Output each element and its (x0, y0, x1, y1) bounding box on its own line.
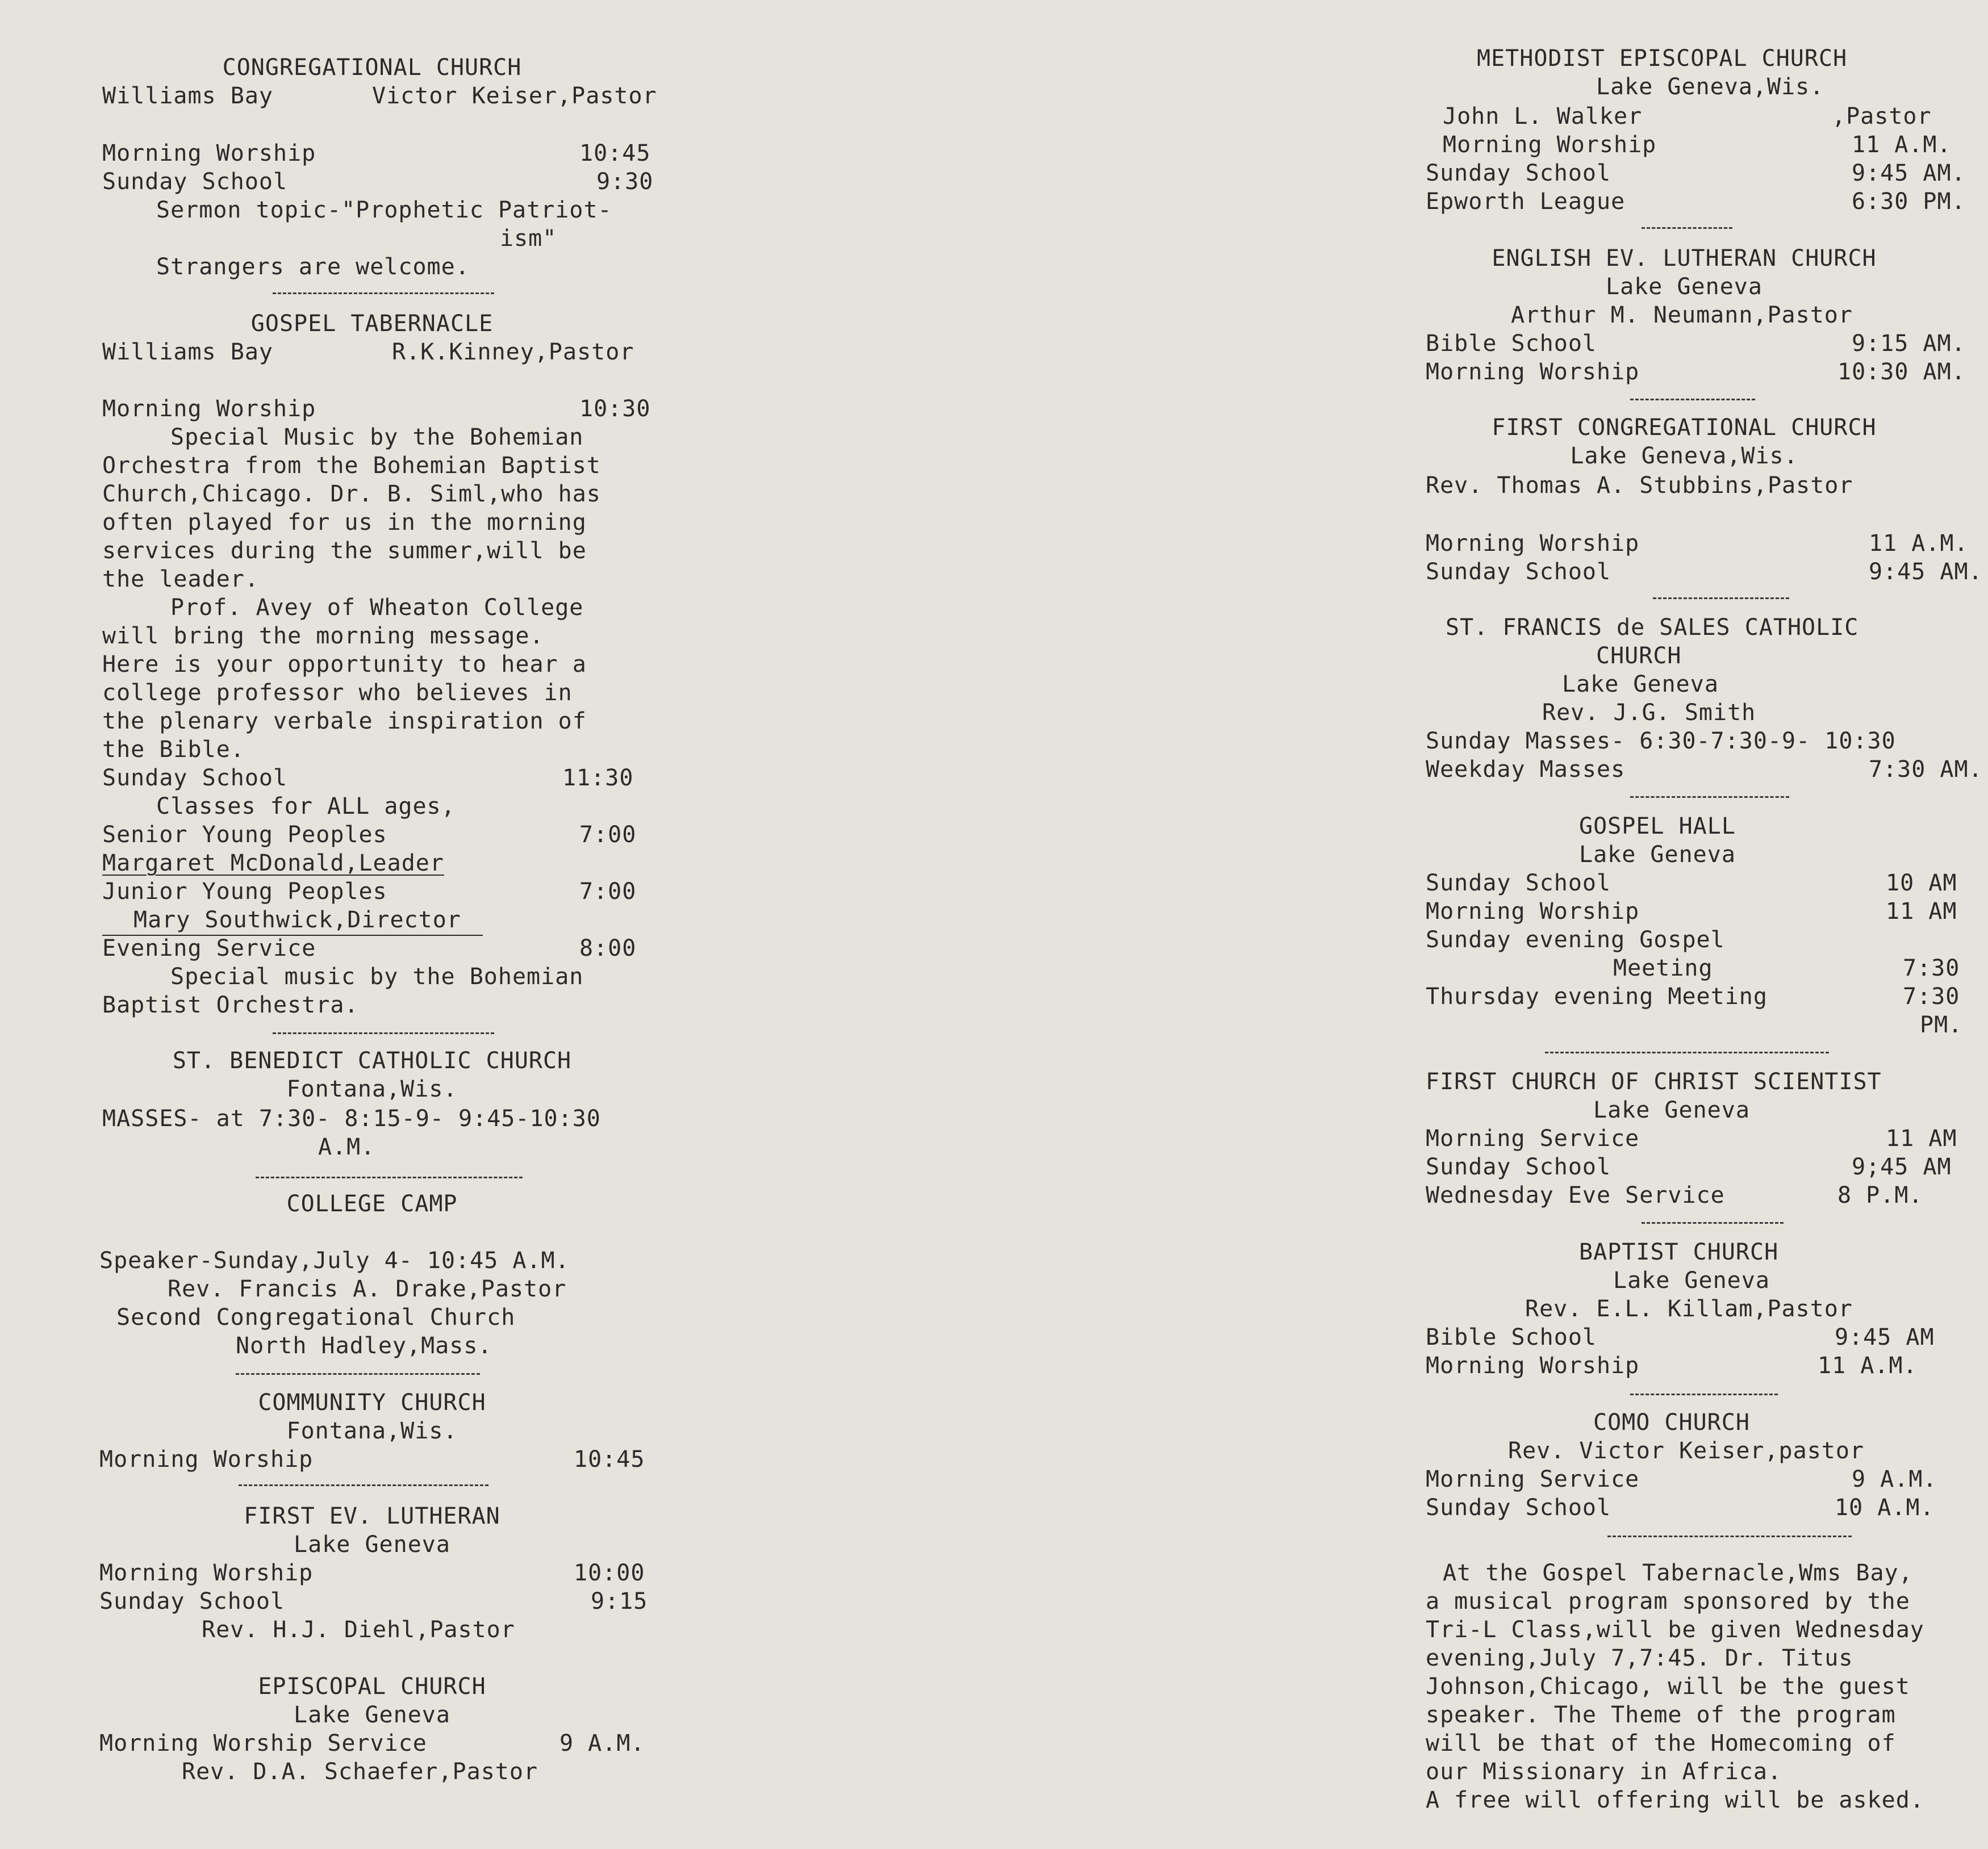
service-time: 11 A.M. (1818, 1353, 1918, 1379)
location: Lake Geneva (294, 1532, 450, 1558)
service-time: 9:45 AM. (1869, 559, 1983, 585)
paragraph-line: Special Music by the Bohemian (170, 424, 584, 450)
service-label: Sunday School (1426, 1154, 1611, 1180)
service-time: 8:00 (579, 935, 637, 961)
section-title: ST. FRANCIS de SALES CATHOLIC (1446, 614, 1859, 641)
section-title: COMO CHURCH (1593, 1409, 1750, 1436)
service-time: 11 A.M. (1852, 132, 1952, 158)
section-title: COMMUNITY CHURCH (258, 1390, 486, 1416)
service-label: Thursday evening Meeting (1426, 984, 1768, 1010)
notice-line: a musical program sponsored by the (1426, 1588, 1910, 1614)
service-label: Morning Worship Service (99, 1730, 427, 1756)
speaker-line: Speaker-Sunday,July 4- 10:45 A.M. (99, 1248, 570, 1274)
service-label: Weekday Masses (1426, 756, 1626, 783)
paragraph-line: Church,Chicago. Dr. B. Siml,who has (102, 481, 601, 507)
speaker-church: Second Congregational Church (116, 1304, 516, 1331)
service-label: Morning Worship (1426, 359, 1640, 385)
notice-line: will be that of the Homecoming of (1426, 1730, 1896, 1756)
service-time: 10 AM (1886, 870, 1957, 896)
notice-line: Tri-L Class,will be given Wednesday (1426, 1617, 1924, 1643)
paragraph-line: Prof. Avey of Wheaton College (170, 595, 584, 621)
service-label: Morning Worship (1426, 530, 1640, 557)
section-divider (239, 1484, 488, 1486)
service-label: Sunday School (102, 169, 288, 195)
section-divider (1653, 597, 1789, 599)
service-label: Morning Worship (102, 140, 316, 166)
location: Lake Geneva (1593, 1097, 1750, 1123)
service-time: 9:15 AM. (1852, 331, 1966, 357)
section-title: FIRST EV. LUTHERAN (244, 1503, 500, 1529)
service-time: 8 P.M. (1837, 1182, 1923, 1208)
section-divider (1607, 1536, 1852, 1537)
service-label: Morning Worship (1426, 898, 1640, 924)
service-label: Morning Worship (1426, 1353, 1640, 1379)
location: Williams Bay (102, 83, 273, 109)
section-divider (1630, 1394, 1778, 1395)
section-title: BAPTIST CHURCH (1579, 1239, 1779, 1265)
service-time: 10 A.M. (1835, 1495, 1935, 1521)
section-divider (236, 1373, 480, 1375)
section-divider (1630, 399, 1755, 400)
service-time: 6:30 PM. (1852, 189, 1966, 215)
speaker-location: North Hadley,Mass. (236, 1333, 492, 1359)
paragraph-line: the plenary verbale inspiration of (102, 708, 587, 734)
welcome-note: Strangers are welcome. (156, 254, 470, 280)
service-label: Bible School (1426, 331, 1597, 357)
service-time: 10:30 (579, 396, 651, 422)
location: Lake Geneva (1579, 842, 1736, 868)
service-time: 7:00 (579, 879, 637, 905)
pastor: Rev. J.G. Smith (1542, 700, 1756, 726)
location: Fontana,Wis. (286, 1418, 458, 1444)
paragraph-line: the leader. (102, 566, 259, 592)
service-time: 11 AM (1886, 898, 1957, 924)
paragraph-line: often played for us in the morning (102, 509, 587, 536)
leader-name: Margaret McDonald,Leader (102, 850, 444, 876)
service-time: 10:30 AM. (1837, 359, 1966, 385)
service-time: 9 A.M. (559, 1730, 645, 1756)
service-time: 7:00 (579, 822, 637, 848)
notice-line: At the Gospel Tabernacle,Wms Bay, (1443, 1560, 1913, 1586)
section-title: EPISCOPAL CHURCH (258, 1674, 486, 1700)
service-time: 9:30 (596, 169, 654, 195)
notice-line: our Missionary in Africa. (1426, 1759, 1782, 1785)
location: Lake Geneva (1562, 671, 1719, 697)
service-time: 7:30 (1903, 955, 1960, 981)
service-label: Epworth League (1426, 189, 1626, 215)
location: Lake Geneva,Wis. (1596, 74, 1824, 100)
notice-line: evening,July 7,7:45. Dr. Titus (1426, 1645, 1853, 1671)
sermon-topic-cont: ism" (500, 225, 557, 252)
section-divider (273, 292, 494, 294)
service-time: 11:30 (562, 765, 634, 791)
paragraph-line: college professor who believes in (102, 680, 573, 706)
service-time: 9;45 AM (1852, 1154, 1952, 1180)
service-label: Evening Service (102, 935, 316, 961)
service-label: Bible School (1426, 1324, 1597, 1350)
service-time: 9:45 AM (1835, 1324, 1935, 1350)
section-title: METHODIST EPISCOPAL CHURCH (1477, 45, 1848, 72)
music-note-cont: Baptist Orchestra. (102, 992, 359, 1018)
section-divider (1642, 227, 1732, 229)
service-time: 11 A.M. (1869, 530, 1969, 557)
pastor-name: John L. Walker (1443, 103, 1643, 129)
service-label: Sunday School (1426, 160, 1611, 186)
location: Lake Geneva (1613, 1267, 1770, 1294)
pastor: Rev. H.J. Diehl,Pastor (202, 1617, 515, 1643)
service-time: 7:30 (1903, 984, 1960, 1010)
pastor: Arthur M. Neumann,Pastor (1511, 302, 1853, 328)
section-divider (256, 1177, 523, 1178)
section-title: FIRST CONGREGATIONAL CHURCH (1492, 415, 1877, 441)
service-label: Morning Worship (102, 396, 316, 422)
location: Williams Bay (102, 339, 273, 365)
section-divider (1642, 1222, 1784, 1224)
notice-line: speaker. The Theme of the program (1426, 1702, 1896, 1728)
paragraph-line: Here is your opportunity to hear a (102, 651, 587, 677)
classes-note: Classes for ALL ages, (156, 793, 456, 819)
notice-line: Johnson,Chicago, will be the guest (1426, 1674, 1910, 1700)
pastor: R.K.Kinney,Pastor (392, 339, 634, 365)
service-label-cont: Meeting (1613, 955, 1713, 981)
sermon-topic: Sermon topic-"Prophetic Patriot- (156, 197, 612, 223)
section-title-cont: CHURCH (1596, 643, 1682, 669)
location: Lake Geneva,Wis. (1570, 443, 1798, 469)
section-title: GOSPEL HALL (1579, 813, 1736, 839)
service-label: Junior Young Peoples (102, 879, 387, 905)
service-label: Senior Young Peoples (102, 822, 387, 848)
section-divider (273, 1032, 494, 1034)
pastor: Victor Keiser,Pastor (372, 83, 657, 109)
pastor-role: ,Pastor (1832, 103, 1932, 129)
masses-times-cont: A.M. (318, 1134, 375, 1160)
service-time: 11 AM (1886, 1126, 1957, 1152)
service-time: 10:45 (574, 1446, 645, 1472)
speaker-name: Rev. Francis A. Drake,Pastor (168, 1276, 567, 1302)
service-label: Sunday School (102, 765, 288, 791)
paragraph-line: services during the summer,will be (102, 538, 587, 564)
masses-times: MASSES- at 7:30- 8:15-9- 9:45-10:30 (102, 1106, 601, 1132)
location: Lake Geneva (294, 1702, 450, 1728)
section-title: CONGREGATIONAL CHURCH (222, 55, 522, 81)
service-label: Morning Worship (99, 1560, 314, 1586)
section-divider (1545, 1052, 1829, 1053)
paragraph-line: will bring the morning message. (102, 623, 544, 649)
section-title: FIRST CHURCH OF CHRIST SCIENTIST (1426, 1069, 1882, 1095)
section-title: ST. BENEDICT CATHOLIC CHURCH (172, 1048, 572, 1074)
paragraph-line: Orchestra from the Bohemian Baptist (102, 453, 601, 479)
notice-line: A free will offering will be asked. (1426, 1787, 1924, 1813)
service-time: 9:45 AM. (1852, 160, 1966, 186)
service-time-cont: PM. (1920, 1012, 1963, 1038)
service-label: Sunday School (1426, 870, 1611, 896)
service-time: 10:00 (574, 1560, 645, 1586)
service-time: 7:30 AM. (1869, 756, 1983, 783)
section-title: COLLEGE CAMP (286, 1191, 458, 1217)
service-time: 10:45 (579, 140, 651, 166)
music-note: Special music by the Bohemian (170, 964, 584, 990)
service-label: Morning Service (1426, 1126, 1640, 1152)
service-label: Sunday School (1426, 1495, 1611, 1521)
director-name: Mary Southwick,Director (133, 907, 461, 933)
section-title: ENGLISH EV. LUTHERAN CHURCH (1492, 245, 1877, 271)
pastor: Rev. Victor Keiser,pastor (1508, 1438, 1865, 1464)
service-time: 9:15 (591, 1588, 648, 1614)
pastor: Rev. Thomas A. Stubbins,Pastor (1426, 472, 1853, 499)
sunday-masses: Sunday Masses- 6:30-7:30-9- 10:30 (1426, 728, 1896, 754)
paragraph-line: the Bible. (102, 737, 245, 763)
service-time: 9 A.M. (1852, 1466, 1937, 1492)
service-label: Sunday School (1426, 559, 1611, 585)
location: Lake Geneva (1606, 274, 1763, 300)
service-label: Morning Worship (99, 1446, 314, 1472)
service-label: Morning Worship (1443, 132, 1657, 158)
service-label: Sunday School (99, 1588, 285, 1614)
section-title: GOSPEL TABERNACLE (250, 311, 494, 337)
section-divider (1630, 796, 1789, 798)
location: Fontana,Wis. (286, 1076, 458, 1102)
service-label: Morning Service (1426, 1466, 1640, 1492)
pastor: Rev. E.L. Killam,Pastor (1525, 1296, 1853, 1322)
service-label: Wednesday Eve Service (1426, 1182, 1725, 1208)
service-label: Sunday evening Gospel (1426, 927, 1725, 953)
pastor: Rev. D.A. Schaefer,Pastor (182, 1759, 538, 1785)
